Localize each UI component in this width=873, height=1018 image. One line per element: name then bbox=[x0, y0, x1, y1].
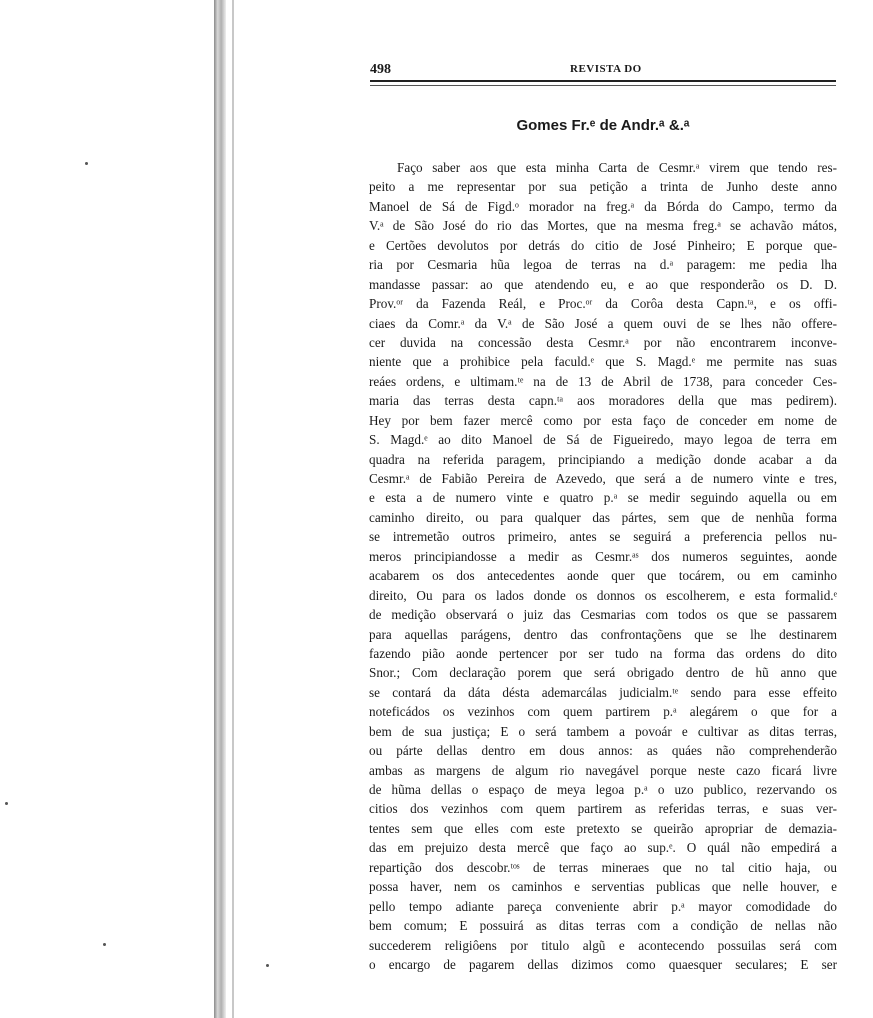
page-number: 498 bbox=[370, 62, 391, 77]
body-line: pello tempo adiante pareça conveniente abrir p.ᵃ mayor comodidade do bbox=[369, 898, 837, 914]
body-line: cer duvida na concessão desta Cesmr.ᵃ por não encontrarem inconve- bbox=[369, 334, 837, 350]
body-line: ria por Cesmaria hũa legoa de terras na d.ᵃ paragem: me pedia lha bbox=[369, 257, 837, 273]
body-line: succederem religiôens por titulo algũ e acontecendo possuilas será com bbox=[369, 937, 837, 953]
scan-speck bbox=[266, 964, 269, 967]
body-line: ou párte dellas dentro em dous annos: as quáes não comprehenderão bbox=[369, 743, 837, 759]
body-line: maria das terras desta capn.ᵗᵃ aos moradores della que mas pedirem). bbox=[369, 393, 837, 409]
body-line: se intremetão outros primeiro, antes se seguirá a preferencia pellos nu- bbox=[369, 529, 837, 545]
body-line: Snor.; Com declaração porem que será obrigado dentro de hũ anno que bbox=[369, 665, 837, 681]
body-line: ambas as margens de algum rio navegável porque neste cazo ficará livre bbox=[369, 762, 837, 778]
body-line: das em prejuizo desta mercê que faço ao sup.ᵉ. O quál não empedirá a bbox=[369, 840, 837, 856]
page-header bbox=[370, 62, 836, 78]
body-line: direito, Ou para os lados donde os donnos os escolherem, e esta formalid.ᵉ bbox=[369, 587, 837, 603]
body-line: ciaes da Comr.ᵃ da V.ᵃ de São José a quem ouvi de se lhes não offere- bbox=[369, 315, 837, 331]
book-gutter-shadow bbox=[214, 0, 226, 1018]
body-line: fazendo pião aonde pertencer por ser tudo na forma das ordens do dito bbox=[369, 645, 837, 661]
body-line: bem comum; E possuirá as ditas terras com a condição de nellas não bbox=[369, 918, 837, 934]
body-line: o encargo de pagarem dellas dizimos como quaesquer seculares; E ser bbox=[369, 956, 837, 972]
body-line: tentes sem que elles com este pretexto se queirão apropriar de demazia- bbox=[369, 820, 837, 836]
body-line: Hey por bem fazer mercê como por esta faço de conceder em nome de bbox=[369, 412, 837, 428]
body-line: se contará da dáta désta ademarcálas judicialm.ᵗᵉ sendo para esse effeito bbox=[369, 684, 837, 700]
body-line: caminho direito, ou para qualquer das pártes, sem que de nenhũa forma bbox=[369, 509, 837, 525]
body-line: quadra na referida paragem, principiando a medição donde acabar a da bbox=[369, 451, 837, 467]
body-line: niente que a prohibice pela faculd.ᵉ que S. Magd.ᵉ me permite nas suas bbox=[369, 354, 837, 370]
body-line: peito a me representar por sua petição a trinta de Junho deste anno bbox=[369, 179, 837, 195]
scan-speck bbox=[85, 162, 88, 165]
body-line: V.ᵃ de São José do rio das Mortes, que na mesma freg.ᵃ se achavão mátos, bbox=[369, 218, 837, 234]
header-rule bbox=[370, 80, 836, 86]
body-text bbox=[369, 158, 837, 974]
body-line: Prov.ᵒʳ da Fazenda Reál, e Proc.ᵒʳ da Corôa desta Capn.ᵗᵃ, e os offi- bbox=[369, 296, 837, 312]
body-line: e Certões devolutos por detrás do citio de José Pinheiro; E porque que- bbox=[369, 237, 837, 253]
body-line: citios dos vezinhos com quem partirem as referidas terras, e suas ver- bbox=[369, 801, 837, 817]
body-line: Manoel de Sá de Figd.ᵒ morador na freg.ᵃ da Bórda do Campo, termo da bbox=[369, 198, 837, 214]
body-line: Faço saber aos que esta minha Carta de Cesmr.ᵃ virem que tendo res- bbox=[397, 160, 837, 175]
body-line: reáes ordens, e ultimam.ᵗᵉ na de 13 de Abril de 1738, para conceder Ces- bbox=[369, 373, 837, 389]
body-line: de hũma dellas o espaço de meya legoa p.ᵃ o uzo publico, rezervando os bbox=[369, 782, 837, 797]
scan-speck bbox=[103, 943, 106, 946]
body-line: repartição dos descobr.ᵗᵒˢ de terras mineraes que no tal citio haja, ou bbox=[369, 859, 837, 875]
body-line: para aquellas parágens, dentro das confrontaçõens que se lhe destinarem bbox=[369, 626, 837, 642]
scan-speck bbox=[5, 802, 8, 805]
body-line: Cesmr.ᵃ de Fabião Pereira de Azevedo, que será a de numero vinte e tres, bbox=[369, 471, 837, 486]
body-line: mandasse passar: ao que atendendo eu, e ao que responderão os D. D. bbox=[369, 276, 837, 292]
body-line: noteficádos os vezinhos com quem partirem p.ᵃ alegárem o que for a bbox=[369, 704, 837, 720]
body-line: S. Magd.ᵉ ao dito Manoel de Sá de Figueiredo, mayo legoa de terra em bbox=[369, 432, 837, 448]
document-title: Gomes Fr.ᵉ de Andr.ᵃ &.ᵃ bbox=[516, 117, 690, 134]
book-gutter-line bbox=[232, 0, 234, 1018]
body-line: de medição observará o juiz das Cesmarias com todos os que se passarem bbox=[369, 607, 837, 623]
running-title: REVISTA DO bbox=[570, 63, 642, 75]
body-line: e esta a de numero vinte e quatro p.ᵃ se medir seguindo aquella ou em bbox=[369, 490, 837, 506]
body-line: meros principiandosse a medir as Cesmr.ᵃˢ dos numeros seguintes, aonde bbox=[369, 548, 837, 564]
body-line: bem de sua justiça; E o será tambem a povoár e cultivar as ditas terras, bbox=[369, 723, 837, 739]
body-line: acabarem os dos antecedentes aonde quer que tocárem, ou em caminho bbox=[369, 568, 837, 584]
body-line: possa haver, nem os caminhos e serventias publicas que nelle houver, e bbox=[369, 879, 837, 895]
